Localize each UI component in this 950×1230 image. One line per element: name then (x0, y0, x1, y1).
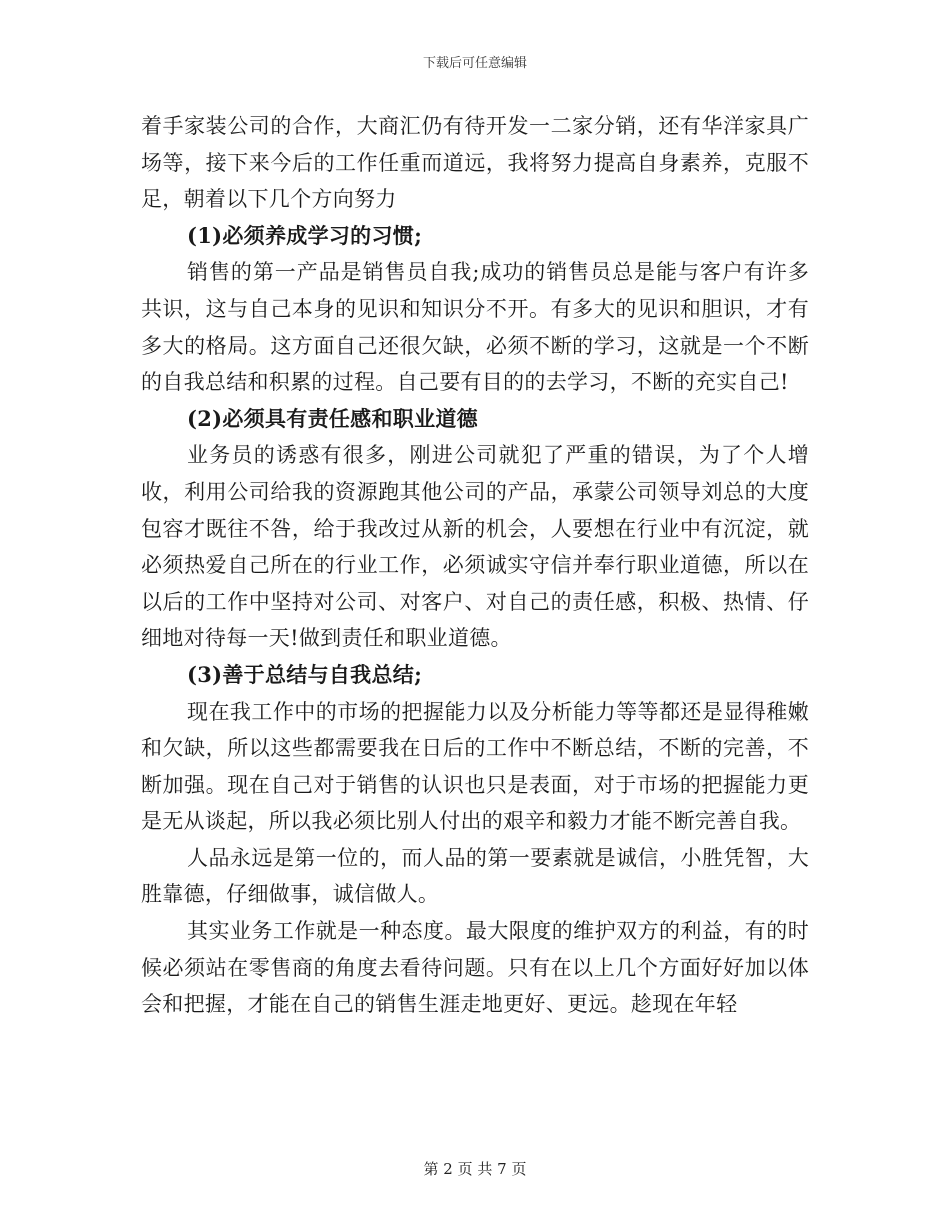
header-note: 下载后可任意编辑 (422, 56, 527, 71)
paragraph-learning: 销售的第一产品是销售员自我;成功的销售员总是能与客户有许多共识，这与自己本身的见识和知识分不开。有多大的见识和胆识，才有多大的格局。这方面自己还很欠缺，必须不断的学习，这就是一个不断的自我总结和积累的过程。自己要有目的的去学习，不断的充实自己! (141, 260, 809, 395)
section-heading-2: (2)必须具有责任感和职业道德 (187, 405, 478, 431)
paragraph-intro: 着手家装公司的合作，大商汇仍有待开发一二家分销，还有华洋家具广场等，接下来今后的工作任重而道远，我将努力提高自身素养，克服不足，朝着以下几个方向努力 (141, 114, 809, 212)
paragraph-summary: 现在我工作中的市场的把握能力以及分析能力等等都还是显得稚嫩和欠缺，所以这些都需要我在日后的工作中不断总结，不断的完善，不断加强。现在自己对于销售的认识也只是表面，对于市场的把握能力更是无从谈起，所以我必须比别人付出的艰辛和毅力才能不断完善自我。 (141, 699, 809, 834)
paragraph-responsibility: 业务员的诱惑有很多，刚进公司就犯了严重的错误，为了个人增收，利用公司给我的资源跑其他公司的产品，承蒙公司领导刘总的大度包容才既往不咎，给于我改过从新的机会，人要想在行业中有沉淀，就必须热爱自己所在的行业工作，必须诚实守信并奉行职业道德，所以在以后的工作中坚持对公司、对客户、对自己的责任感，积极、热情、仔细地对待每一天!做到责任和职业道德。 (141, 443, 809, 651)
paragraph-integrity: 人品永远是第一位的，而人品的第一要素就是诚信，小胜凭智，大胜靠德，仔细做事，诚信做人。 (141, 845, 809, 907)
document-body (141, 108, 809, 1023)
section-heading-3: (3)善于总结与自我总结; (187, 661, 423, 687)
page-number: 第 2 页 共 7 页 (423, 1160, 527, 1178)
section-heading-1: (1)必须养成学习的习惯; (187, 222, 423, 248)
paragraph-attitude: 其实业务工作就是一种态度。最大限度的维护双方的利益，有的时候必须站在零售商的角度去看待问题。只有在以上几个方面好好加以体会和把握，才能在自己的销售生涯走地更好、更远。趁现在年轻 (141, 919, 809, 1017)
